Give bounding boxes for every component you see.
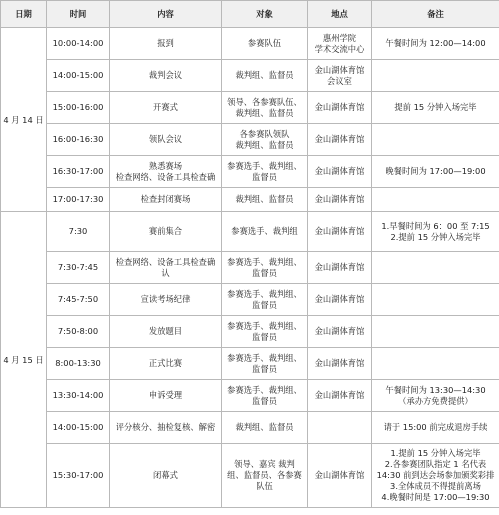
time-cell: 16:00-16:30 [47,124,110,156]
content-cell: 检查封闭赛场 [110,188,222,212]
target-cell: 参赛队伍 [222,28,308,60]
target-cell: 参赛选手、裁判组、 监督员 [222,252,308,284]
place-cell: 金山湖体育馆 [308,124,372,156]
target-cell: 参赛选手、裁判组 [222,212,308,252]
content-cell: 宣读考场纪律 [110,284,222,316]
date-cell: 4 月 15 日 [1,212,47,508]
table-row [1,188,499,212]
table-row [1,212,499,252]
date-cell: 4 月 14 日 [1,28,47,212]
table-row [1,348,499,380]
time-cell: 14:00-15:00 [47,60,110,92]
place-cell: 金山湖体育馆 会议室 [308,60,372,92]
time-cell: 7:30-7:45 [47,252,110,284]
content-cell: 开赛式 [110,92,222,124]
place-cell [308,412,372,444]
table-row [1,124,499,156]
note-cell: 午餐时间为 13:30—14:30 （承办方免费提供） [372,380,499,412]
content-cell: 闭幕式 [110,444,222,508]
table-row [1,412,499,444]
place-cell: 金山湖体育馆 [308,444,372,508]
target-cell: 裁判组、监督员 [222,412,308,444]
note-cell: 1.提前 15 分钟入场完毕 2.各参赛团队指定 1 名代表 14:30 前到达会场参加颁奖彩排 3.全体成员不得提前离场 4.晚餐时间是 17:00—19:30 [372,444,499,508]
place-cell: 金山湖体育馆 [308,156,372,188]
place-cell: 金山湖体育馆 [308,316,372,348]
target-cell: 领导、各参赛队伍、 裁判组、监督员 [222,92,308,124]
time-cell: 7:50-8:00 [47,316,110,348]
table-row [1,156,499,188]
table-row [1,252,499,284]
time-cell: 8:00-13:30 [47,348,110,380]
content-cell: 赛前集合 [110,212,222,252]
time-cell: 15:00-16:00 [47,92,110,124]
time-cell: 17:00-17:30 [47,188,110,212]
content-cell: 报到 [110,28,222,60]
note-cell [372,348,499,380]
place-cell: 金山湖体育馆 [308,212,372,252]
header-content: 内容 [110,1,222,28]
table-row [1,444,499,508]
time-cell: 14:00-15:00 [47,412,110,444]
place-cell: 金山湖体育馆 [308,348,372,380]
table-row [1,92,499,124]
content-cell: 领队会议 [110,124,222,156]
header-row [1,1,499,28]
target-cell: 参赛选手、裁判组、 监督员 [222,316,308,348]
time-cell: 15:30-17:00 [47,444,110,508]
table-row [1,28,499,60]
header-note: 备注 [372,1,499,28]
time-cell: 7:45-7:50 [47,284,110,316]
content-cell: 发放题目 [110,316,222,348]
time-cell: 7:30 [47,212,110,252]
header-target: 对象 [222,1,308,28]
note-cell: 提前 15 分钟入场完毕 [372,92,499,124]
content-cell: 正式比赛 [110,348,222,380]
schedule-body [1,28,499,508]
time-cell: 10:00-14:00 [47,28,110,60]
note-cell [372,252,499,284]
target-cell: 各参赛队领队 裁判组、监督员 [222,124,308,156]
content-cell: 裁判会议 [110,60,222,92]
content-cell: 熟悉赛场 检查网络、设备工具检查确 [110,156,222,188]
target-cell: 领导、嘉宾 裁判 组、监督员、各参赛 队伍 [222,444,308,508]
target-cell: 参赛选手、裁判组、 监督员 [222,284,308,316]
header-place: 地点 [308,1,372,28]
place-cell: 金山湖体育馆 [308,252,372,284]
place-cell: 金山湖体育馆 [308,284,372,316]
target-cell: 裁判组、监督员 [222,188,308,212]
table-row [1,316,499,348]
table-row [1,284,499,316]
target-cell: 参赛选手、裁判组、 监督员 [222,380,308,412]
table-row [1,60,499,92]
header-date: 日期 [1,1,47,28]
note-cell: 午餐时间为 12:00—14:00 [372,28,499,60]
time-cell: 16:30-17:00 [47,156,110,188]
table-row [1,380,499,412]
target-cell: 参赛选手、裁判组、 监督员 [222,156,308,188]
place-cell: 金山湖体育馆 [308,188,372,212]
content-cell: 检查网络、设备工具检查确 认 [110,252,222,284]
time-cell: 13:30-14:00 [47,380,110,412]
header-time: 时间 [47,1,110,28]
place-cell: 惠州学院 学术交流中心 [308,28,372,60]
content-cell: 评分核分、抽检复核、解密 [110,412,222,444]
place-cell: 金山湖体育馆 [308,92,372,124]
note-cell [372,188,499,212]
place-cell: 金山湖体育馆 [308,380,372,412]
note-cell [372,284,499,316]
target-cell: 裁判组、监督员 [222,60,308,92]
note-cell [372,316,499,348]
content-cell: 申诉受理 [110,380,222,412]
note-cell: 1.早餐时间为 6：00 至 7:15 2.提前 15 分钟入场完毕 [372,212,499,252]
note-cell: 请于 15:00 前完成退房手续 [372,412,499,444]
note-cell [372,124,499,156]
target-cell: 参赛选手、裁判组、 监督员 [222,348,308,380]
note-cell: 晚餐时间为 17:00—19:00 [372,156,499,188]
note-cell [372,60,499,92]
